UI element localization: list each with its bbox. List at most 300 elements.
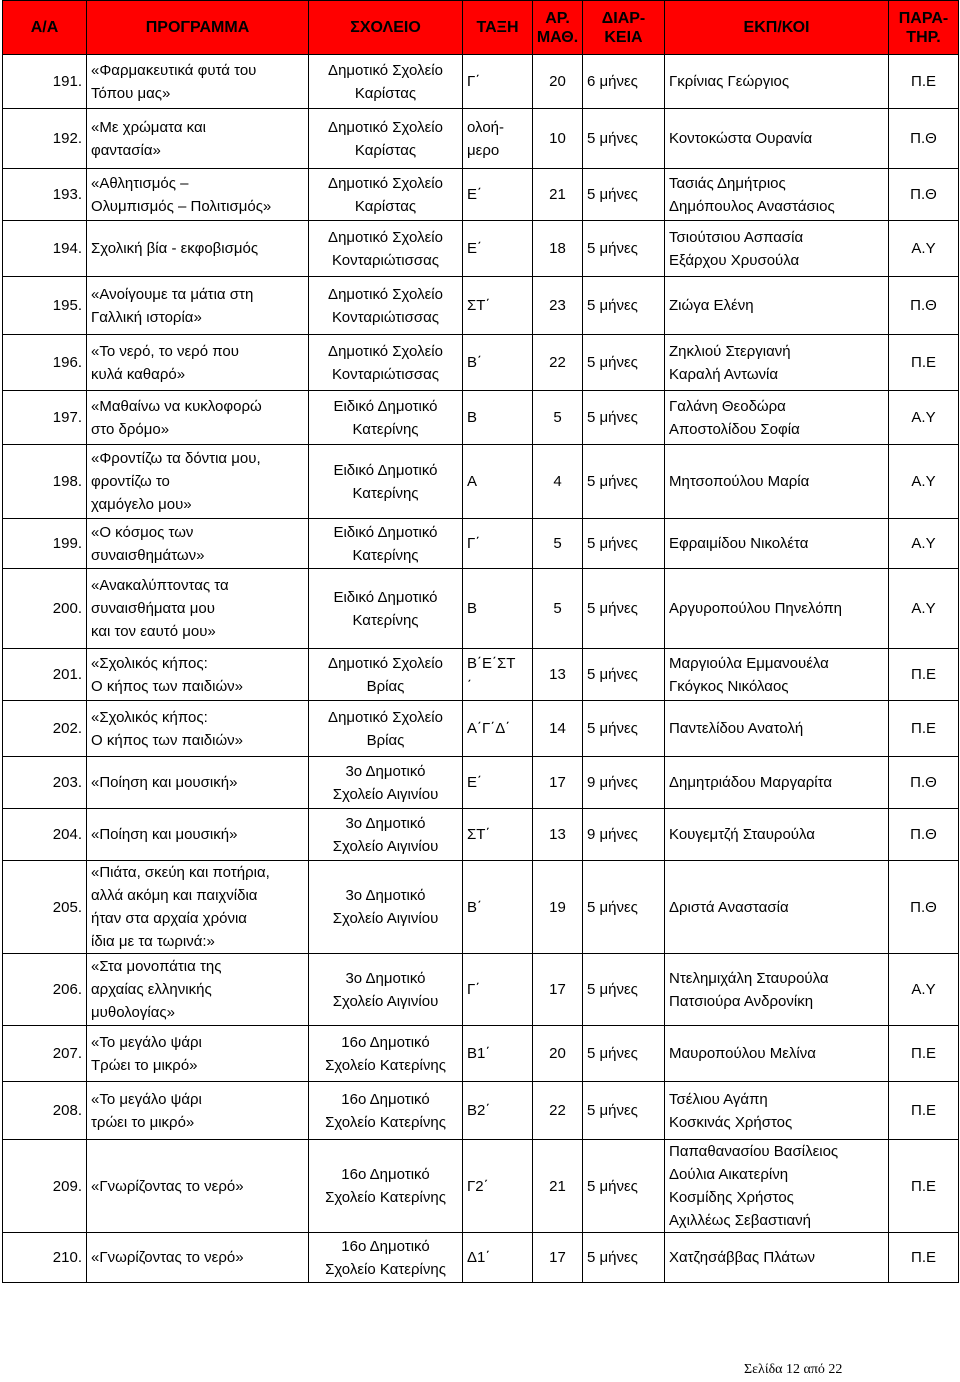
school-cell [309, 757, 463, 809]
program-cell-line: «Με χρώματα και [91, 118, 206, 136]
students-cell: 19 [533, 861, 583, 954]
duration-cell: 5 μήνες [583, 109, 665, 169]
teachers-cell-line: Δούλια Αικατερίνη [669, 1166, 789, 1183]
teachers-cell [665, 519, 889, 569]
program-cell-line: «Ποίηση και μουσική» [91, 774, 238, 791]
duration-cell: 5 μήνες [583, 169, 665, 221]
class-cell [463, 1026, 533, 1082]
row-number: 197. [3, 391, 87, 445]
program-cell [87, 169, 309, 221]
program-cell-line: «Αθλητισμός – [91, 174, 189, 192]
school-cell-line: 16ο Δημοτικό [341, 1090, 430, 1108]
students-cell: 13 [533, 809, 583, 861]
program-cell-line: «Πιάτα, σκεύη και ποτήρια, [91, 864, 270, 881]
row-number: 193. [3, 169, 87, 221]
program-cell-line: συναισθήματα μου [91, 600, 215, 617]
table-row [3, 1082, 959, 1140]
class-cell [463, 519, 533, 569]
school-cell-line: Σχολείο Αιγινίου [332, 992, 439, 1010]
row-number: 203. [3, 757, 87, 809]
program-cell-line: ίδια με τα τωρινά:» [91, 933, 215, 950]
school-cell-line: Δημοτικό Σχολείο [328, 174, 443, 192]
school-cell [309, 1233, 463, 1283]
school-cell-line: 3ο Δημοτικό [345, 762, 426, 780]
row-number: 205. [3, 861, 87, 954]
class-cell [463, 335, 533, 391]
notes-cell: Π.Θ [889, 277, 959, 335]
program-cell [87, 391, 309, 445]
class-cell [463, 221, 533, 277]
school-cell-line: Κονταριώτισσας [331, 251, 440, 269]
table-row [3, 954, 959, 1026]
teachers-cell [665, 809, 889, 861]
table-row [3, 757, 959, 809]
program-cell-line: «Ανοίγουμε τα μάτια στη [91, 285, 254, 303]
program-cell [87, 809, 309, 861]
program-cell [87, 1026, 309, 1082]
duration-cell: 5 μήνες [583, 701, 665, 757]
header-duration: ΔΙΑΡ- ΚΕΙΑ [583, 1, 665, 55]
header-class: ΤΑΞΗ [463, 1, 533, 55]
program-cell-line: αλλά ακόμη και παιχνίδια [91, 887, 258, 904]
program-cell [87, 519, 309, 569]
class-cell-line: Β΄ [467, 354, 482, 371]
class-cell-line: Δ1΄ [467, 1249, 491, 1266]
school-cell [309, 221, 463, 277]
teachers-cell-line: Μαυροπούλου Μελίνα [669, 1045, 816, 1062]
school-cell [309, 1082, 463, 1140]
teachers-cell-line: Κοσκινάς Χρήστος [669, 1113, 793, 1131]
program-cell-line: χαμόγελο μου» [91, 496, 192, 513]
class-cell-line: Ε΄ [467, 774, 482, 791]
students-cell: 10 [533, 109, 583, 169]
notes-cell: Π.Ε [889, 1026, 959, 1082]
teachers-cell-line: Τασιάς Δημήτριος [669, 174, 786, 192]
notes-cell: Π.Ε [889, 55, 959, 109]
row-number: 198. [3, 445, 87, 519]
duration-cell: 5 μήνες [583, 861, 665, 954]
class-cell [463, 569, 533, 649]
teachers-cell-line: Ζιώγα Ελένη [669, 297, 754, 314]
class-cell-line: Β1΄ [467, 1045, 491, 1062]
school-cell-line: Βρίας [366, 731, 405, 749]
duration-cell: 5 μήνες [583, 519, 665, 569]
duration-cell: 6 μήνες [583, 55, 665, 109]
program-cell-line: συναισθημάτων» [91, 546, 205, 564]
students-cell: 4 [533, 445, 583, 519]
notes-cell: Α.Υ [889, 954, 959, 1026]
program-cell-line: «Γνωρίζοντας το νερό» [91, 1177, 244, 1195]
table-row [3, 277, 959, 335]
teachers-cell [665, 649, 889, 701]
teachers-cell-line: Κοσμίδης Χρήστος [669, 1189, 794, 1206]
class-cell-line: ΄ [467, 677, 472, 695]
program-cell [87, 109, 309, 169]
class-cell [463, 55, 533, 109]
school-cell-line: Δημοτικό Σχολείο [328, 118, 443, 136]
notes-cell: Π.Θ [889, 861, 959, 954]
row-number: 200. [3, 569, 87, 649]
duration-cell: 5 μήνες [583, 1082, 665, 1140]
school-cell-line: Δημοτικό Σχολείο [328, 654, 443, 672]
program-cell [87, 221, 309, 277]
class-cell-line: Β΄Ε΄ΣΤ [467, 654, 516, 672]
program-cell-line: κυλά καθαρό» [91, 365, 186, 383]
program-cell-line: Τρώει το μικρό» [91, 1056, 198, 1074]
students-cell: 22 [533, 1082, 583, 1140]
teachers-cell [665, 861, 889, 954]
teachers-cell-line: Παντελίδου Ανατολή [669, 720, 804, 737]
notes-cell: Π.Θ [889, 809, 959, 861]
class-cell-line: Γ΄ [467, 981, 481, 998]
table-row [3, 391, 959, 445]
row-number: 192. [3, 109, 87, 169]
class-cell [463, 649, 533, 701]
school-cell [309, 861, 463, 954]
table-row [3, 55, 959, 109]
program-cell-line: «Το μεγάλο ψάρι [91, 1033, 202, 1051]
program-cell-line: «Ποίηση και μουσική» [91, 826, 238, 843]
class-cell [463, 954, 533, 1026]
program-cell-line: Σχολική βία - εκφοβισμός [91, 240, 259, 257]
school-cell [309, 1026, 463, 1082]
header-aa: Α/Α [3, 1, 87, 55]
school-cell [309, 109, 463, 169]
teachers-cell-line: Γαλάνη Θεοδώρα [669, 397, 786, 415]
duration-cell: 9 μήνες [583, 757, 665, 809]
notes-cell: Α.Υ [889, 519, 959, 569]
students-cell: 21 [533, 169, 583, 221]
class-cell-line: ΣΤ΄ [467, 297, 491, 314]
header-notes: ΠΑΡΑ- ΤΗΡ. [889, 1, 959, 55]
class-cell [463, 701, 533, 757]
table-row [3, 335, 959, 391]
table-row [3, 649, 959, 701]
duration-cell: 5 μήνες [583, 649, 665, 701]
teachers-cell [665, 1233, 889, 1283]
teachers-cell [665, 1082, 889, 1140]
school-cell [309, 1140, 463, 1233]
school-cell-line: Σχολείο Κατερίνης [325, 1113, 446, 1131]
page-footer: Σελίδα 12 από 22 [744, 1362, 843, 1377]
students-cell: 14 [533, 701, 583, 757]
table-row [3, 221, 959, 277]
teachers-cell-line: Αργυροπούλου Πηνελόπη [669, 600, 843, 617]
school-cell-line: Ειδικό Δημοτικό [333, 588, 438, 606]
duration-cell: 5 μήνες [583, 391, 665, 445]
school-cell-line: Καρίστας [354, 141, 417, 159]
students-cell: 20 [533, 1026, 583, 1082]
table-row [3, 169, 959, 221]
school-cell-line: 16ο Δημοτικό [341, 1033, 430, 1051]
class-cell [463, 445, 533, 519]
row-number: 195. [3, 277, 87, 335]
students-cell: 5 [533, 391, 583, 445]
program-cell-line: «Σχολικός κήπος: [91, 708, 208, 726]
program-cell-line: αρχαίας ελληνικής [91, 981, 212, 998]
table-row [3, 861, 959, 954]
school-cell [309, 445, 463, 519]
teachers-cell-line: Εξάρχου Χρυσούλα [669, 251, 800, 269]
students-cell: 22 [533, 335, 583, 391]
teachers-cell-line: Πατσιούρα Ανδρονίκη [669, 992, 814, 1010]
teachers-cell-line: Αχιλλέως Σεβαστιανή [669, 1212, 812, 1229]
school-cell-line: Δημοτικό Σχολείο [328, 61, 443, 79]
table-row [3, 1140, 959, 1233]
notes-cell: Π.Ε [889, 649, 959, 701]
program-cell-line: τρώει το μικρό» [91, 1113, 195, 1131]
teachers-cell [665, 445, 889, 519]
school-cell [309, 954, 463, 1026]
school-cell [309, 649, 463, 701]
duration-cell: 5 μήνες [583, 445, 665, 519]
class-cell-line: Β [467, 600, 478, 617]
teachers-cell [665, 569, 889, 649]
program-cell [87, 569, 309, 649]
program-cell [87, 1233, 309, 1283]
school-cell-line: Σχολείο Κατερίνης [325, 1260, 446, 1278]
school-cell-line: 16ο Δημοτικό [341, 1166, 430, 1183]
class-cell-line: Β2΄ [467, 1102, 491, 1119]
row-number: 194. [3, 221, 87, 277]
teachers-cell [665, 954, 889, 1026]
class-cell [463, 169, 533, 221]
row-number: 204. [3, 809, 87, 861]
teachers-cell [665, 277, 889, 335]
header-teachers: ΕΚΠ/ΚΟΙ [665, 1, 889, 55]
school-cell [309, 169, 463, 221]
teachers-cell-line: Δημητριάδου Μαργαρίτα [669, 774, 832, 791]
teachers-cell [665, 169, 889, 221]
program-cell-line: «Το μεγάλο ψάρι [91, 1090, 202, 1108]
students-cell: 5 [533, 519, 583, 569]
table-row [3, 109, 959, 169]
school-cell-line: Δημοτικό Σχολείο [328, 228, 443, 246]
class-cell [463, 277, 533, 335]
school-cell-line: Κατερίνης [352, 484, 419, 502]
row-number: 210. [3, 1233, 87, 1283]
teachers-cell-line: Γκρίνιας Γεώργιος [669, 73, 790, 90]
header-school: ΣΧΟΛΕΙΟ [309, 1, 463, 55]
teachers-cell-line: Δημόπουλος Αναστάσιος [669, 197, 835, 215]
duration-cell: 5 μήνες [583, 277, 665, 335]
notes-cell: Π.Ε [889, 1233, 959, 1283]
notes-cell: Π.Ε [889, 1140, 959, 1233]
program-cell [87, 757, 309, 809]
program-cell-line: φαντασία» [91, 141, 161, 159]
program-cell-line: «Σχολικός κήπος: [91, 654, 208, 672]
notes-cell: Π.Ε [889, 335, 959, 391]
students-cell: 18 [533, 221, 583, 277]
table-row [3, 445, 959, 519]
program-cell-line: Τόπου μας» [91, 84, 171, 102]
table-row [3, 809, 959, 861]
class-cell-line: Α΄Γ΄Δ΄ [467, 720, 511, 737]
students-cell: 5 [533, 569, 583, 649]
class-cell-line: Γ΄ [467, 535, 481, 552]
class-cell [463, 109, 533, 169]
notes-cell: Π.Ε [889, 701, 959, 757]
school-cell-line: Σχολείο Αιγινίου [332, 910, 439, 927]
program-cell [87, 701, 309, 757]
school-cell-line: Κατερίνης [352, 611, 419, 629]
notes-cell: Α.Υ [889, 569, 959, 649]
notes-cell: Α.Υ [889, 391, 959, 445]
teachers-cell [665, 1140, 889, 1233]
school-cell [309, 55, 463, 109]
row-number: 202. [3, 701, 87, 757]
row-number: 209. [3, 1140, 87, 1233]
header-program: ΠΡΟΓΡΑΜΜΑ [87, 1, 309, 55]
students-cell: 21 [533, 1140, 583, 1233]
class-cell-line: Β [467, 409, 478, 426]
row-number: 191. [3, 55, 87, 109]
program-cell-line: Γαλλική ιστορία» [91, 308, 202, 326]
duration-cell: 5 μήνες [583, 221, 665, 277]
school-cell-line: Βρίας [366, 677, 405, 695]
teachers-cell [665, 757, 889, 809]
program-cell-line: φροντίζω το [91, 473, 170, 490]
teachers-cell-line: Γκόγκος Νικόλαος [669, 677, 789, 695]
notes-cell: Π.Θ [889, 169, 959, 221]
teachers-cell-line: Κοντοκώστα Ουρανία [669, 130, 813, 147]
program-cell [87, 649, 309, 701]
school-cell-line: Κατερίνης [352, 420, 419, 438]
students-cell: 17 [533, 757, 583, 809]
teachers-cell-line: Μητσοπούλου Μαρία [669, 473, 810, 490]
notes-cell: Π.Θ [889, 757, 959, 809]
teachers-cell [665, 55, 889, 109]
teachers-cell-line: Χατζησάββας Πλάτων [669, 1249, 816, 1266]
program-cell-line: ήταν στα αρχαία χρόνια [91, 910, 247, 927]
program-cell-line: Ο κήπος των παιδιών» [91, 731, 244, 749]
duration-cell: 5 μήνες [583, 1140, 665, 1233]
row-number: 199. [3, 519, 87, 569]
program-cell-line: στο δρόμο» [91, 420, 170, 438]
teachers-cell-line: Ντελημιχάλη Σταυρούλα [669, 969, 829, 987]
teachers-cell-line: Αποστολίδου Σοφία [669, 420, 800, 438]
school-cell-line: Ειδικό Δημοτικό [333, 461, 438, 479]
class-cell-line: Β΄ [467, 898, 482, 916]
teachers-cell-line: Παπαθανασίου Βασίλειος [669, 1143, 839, 1160]
program-cell-line: «Φαρμακευτικά φυτά του [91, 61, 257, 79]
school-cell-line: Σχολείο Κατερίνης [325, 1189, 446, 1206]
class-cell-line: Γ΄ [467, 73, 481, 90]
teachers-cell [665, 335, 889, 391]
school-cell [309, 809, 463, 861]
class-cell [463, 1233, 533, 1283]
duration-cell: 5 μήνες [583, 1026, 665, 1082]
school-cell-line: Καρίστας [354, 197, 417, 215]
school-cell-line: 3ο Δημοτικό [345, 887, 426, 904]
school-cell-line: 3ο Δημοτικό [345, 814, 426, 832]
program-cell [87, 55, 309, 109]
school-cell-line: Σχολείο Αιγινίου [332, 785, 439, 803]
program-cell-line: «Στα μονοπάτια της [91, 958, 222, 975]
school-cell-line: Σχολείο Κατερίνης [325, 1056, 446, 1074]
school-cell-line: Καρίστας [354, 84, 417, 102]
class-cell-line: Α [467, 473, 478, 490]
school-cell-line: Δημοτικό Σχολείο [328, 285, 443, 303]
school-cell-line: Κατερίνης [352, 546, 419, 564]
row-number: 196. [3, 335, 87, 391]
school-cell [309, 391, 463, 445]
programs-table [2, 0, 959, 1283]
row-number: 207. [3, 1026, 87, 1082]
school-cell-line: Κονταριώτισσας [331, 365, 440, 383]
school-cell-line: 16ο Δημοτικό [341, 1237, 430, 1255]
program-cell-line: «Φροντίζω τα δόντια μου, [91, 450, 261, 467]
row-number: 201. [3, 649, 87, 701]
program-cell [87, 445, 309, 519]
program-cell-line: «Ο κόσμος των [91, 523, 194, 541]
school-cell-line: Δημοτικό Σχολείο [328, 342, 443, 360]
header-students: ΑΡ. ΜΑΘ. [533, 1, 583, 55]
program-cell-line: Ολυμπισμός – Πολιτισμός» [91, 197, 272, 215]
school-cell [309, 701, 463, 757]
teachers-cell-line: Τσιούτσιου Ασπασία [669, 228, 804, 246]
table-row [3, 701, 959, 757]
school-cell-line: Κονταριώτισσας [331, 308, 440, 326]
notes-cell: Α.Υ [889, 445, 959, 519]
school-cell-line: Ειδικό Δημοτικό [333, 397, 438, 415]
students-cell: 20 [533, 55, 583, 109]
school-cell [309, 335, 463, 391]
class-cell [463, 757, 533, 809]
teachers-cell [665, 109, 889, 169]
program-cell-line: Ο κήπος των παιδιών» [91, 677, 244, 695]
school-cell-line: Δημοτικό Σχολείο [328, 708, 443, 726]
students-cell: 23 [533, 277, 583, 335]
table-body [3, 55, 959, 1283]
duration-cell: 9 μήνες [583, 809, 665, 861]
class-cell-line: ΣΤ΄ [467, 826, 491, 843]
table-row [3, 1026, 959, 1082]
school-cell-line: 3ο Δημοτικό [345, 969, 426, 987]
notes-cell: Π.Ε [889, 1082, 959, 1140]
program-cell-line: «Ανακαλύπτοντας τα [91, 577, 229, 594]
class-cell [463, 809, 533, 861]
program-cell [87, 1082, 309, 1140]
duration-cell: 5 μήνες [583, 335, 665, 391]
table-row [3, 569, 959, 649]
teachers-cell-line: Εφραιμίδου Νικολέτα [669, 535, 809, 552]
teachers-cell-line: Καραλή Αντωνία [669, 365, 779, 383]
teachers-cell [665, 221, 889, 277]
program-cell [87, 861, 309, 954]
notes-cell: Α.Υ [889, 221, 959, 277]
duration-cell: 5 μήνες [583, 1233, 665, 1283]
school-cell [309, 519, 463, 569]
program-cell [87, 335, 309, 391]
teachers-cell-line: Ζηκλιού Στεργιανή [669, 342, 791, 360]
teachers-cell [665, 1026, 889, 1082]
class-cell-line: Ε΄ [467, 240, 482, 257]
class-cell [463, 861, 533, 954]
students-cell: 17 [533, 954, 583, 1026]
duration-cell: 5 μήνες [583, 569, 665, 649]
program-cell-line: μυθολογίας» [91, 1004, 175, 1021]
program-cell-line: και τον εαυτό μου» [91, 623, 216, 640]
table-row [3, 1233, 959, 1283]
table-row [3, 519, 959, 569]
class-cell-line: Γ2΄ [467, 1177, 489, 1195]
teachers-cell-line: Τσέλιου Αγάπη [669, 1090, 768, 1108]
school-cell [309, 277, 463, 335]
program-cell-line: «Μαθαίνω να κυκλοφορώ [91, 397, 262, 415]
program-cell [87, 277, 309, 335]
duration-cell: 5 μήνες [583, 954, 665, 1026]
